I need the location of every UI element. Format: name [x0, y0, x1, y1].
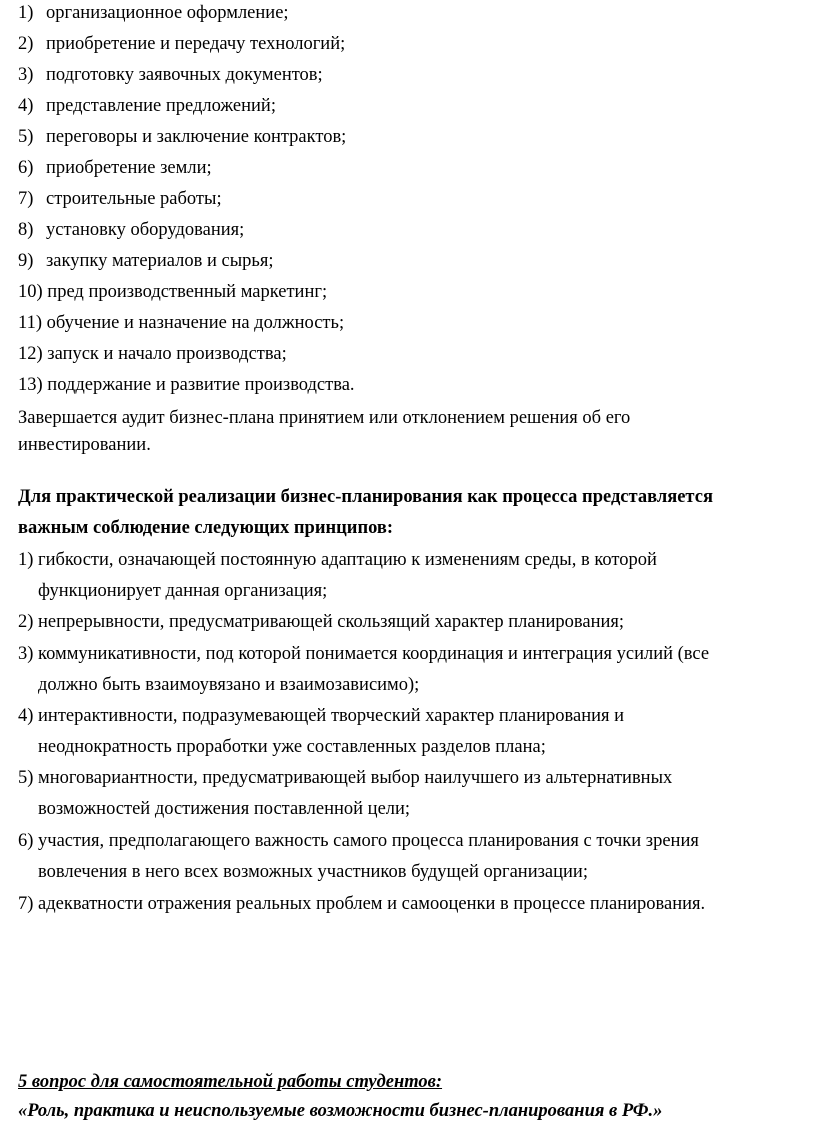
- item-number: 4): [18, 96, 34, 116]
- list-item: [18, 188, 222, 210]
- list-item: [18, 250, 273, 272]
- item-number: 13): [18, 375, 43, 395]
- item-number: 12): [18, 344, 43, 364]
- principle-item-6-cont: вовлечения в него всех возможных участников будущей организации;: [38, 862, 588, 882]
- list-item: [18, 33, 345, 55]
- item-text: подготовку заявочных документов;: [46, 65, 323, 85]
- item-text: приобретение земли;: [46, 158, 212, 178]
- list-item: [18, 312, 344, 334]
- item-number: 5): [18, 127, 34, 147]
- item-number: 2): [18, 34, 34, 54]
- list-item: [18, 281, 327, 303]
- item-text: установку оборудования;: [46, 220, 245, 240]
- principle-item-4: 4) интерактивности, подразумевающей творческий характер планирования и: [18, 706, 625, 726]
- item-text: строительные работы;: [46, 189, 222, 209]
- audit-paragraph-line1: Завершается аудит бизнес-плана принятием или отклонением решения об его: [18, 408, 631, 428]
- item-number: 3): [18, 65, 34, 85]
- list-item: [18, 64, 323, 86]
- item-text: запуск и начало производства;: [47, 344, 287, 364]
- item-number: 11): [18, 313, 42, 333]
- principle-item-5: 5) многовариантности, предусматривающей выбор наилучшего из альтернативных: [18, 768, 673, 788]
- item-text: представление предложений;: [46, 96, 276, 116]
- question-topic: «Роль, практика и неиспользуемые возможности бизнес-планирования в РФ.»: [18, 1101, 663, 1121]
- list-item: [18, 2, 289, 24]
- principles-heading-line2: важным соблюдение следующих принципов:: [18, 518, 394, 538]
- item-text: переговоры и заключение контрактов;: [46, 127, 347, 147]
- list-item: [18, 343, 287, 365]
- principle-item-6: 6) участия, предполагающего важность самого процесса планирования с точки зрения: [18, 831, 699, 851]
- principle-item-3-cont: должно быть взаимоувязано и взаимозависимо);: [38, 675, 420, 695]
- principle-item-3: 3) коммуникативности, под которой понимается координация и интеграция усилий (все: [18, 644, 710, 664]
- item-number: 8): [18, 220, 34, 240]
- list-item: [18, 219, 244, 241]
- item-number: 9): [18, 251, 34, 271]
- principle-item-2: 2) непрерывности, предусматривающей скользящий характер планирования;: [18, 612, 625, 632]
- principle-item-1-cont: функционирует данная организация;: [38, 581, 328, 601]
- audit-paragraph-line2: инвестировании.: [18, 435, 151, 455]
- principle-item-7: 7) адекватности отражения реальных проблем и самооценки в процессе планирования.: [18, 894, 706, 914]
- principle-item-5-cont: возможностей достижения поставленной цели;: [38, 799, 411, 819]
- item-text: обучение и назначение на должность;: [46, 313, 345, 333]
- item-number: 10): [18, 282, 43, 302]
- principle-item-4-cont: неоднократность проработки уже составленных разделов плана;: [38, 737, 546, 757]
- list-item: [18, 374, 355, 396]
- item-text: приобретение и передачу технологий;: [46, 34, 346, 54]
- question-title: 5 вопрос для самостоятельной работы студентов:: [18, 1072, 443, 1092]
- principles-heading-line1: Для практической реализации бизнес-планирования как процесса представляется: [18, 487, 713, 507]
- item-text: поддержание и развитие производства.: [47, 375, 355, 395]
- item-number: 1): [18, 3, 34, 23]
- item-text: пред производственный маркетинг;: [47, 282, 328, 302]
- item-number: 6): [18, 158, 34, 178]
- item-number: 7): [18, 189, 34, 209]
- list-item: [18, 157, 212, 179]
- list-item: [18, 95, 276, 117]
- item-text: закупку материалов и сырья;: [46, 251, 274, 271]
- list-item: [18, 126, 346, 148]
- principle-item-1: 1) гибкости, означающей постоянную адаптацию к изменениям среды, в которой: [18, 550, 657, 570]
- item-text: организационное оформление;: [46, 3, 289, 23]
